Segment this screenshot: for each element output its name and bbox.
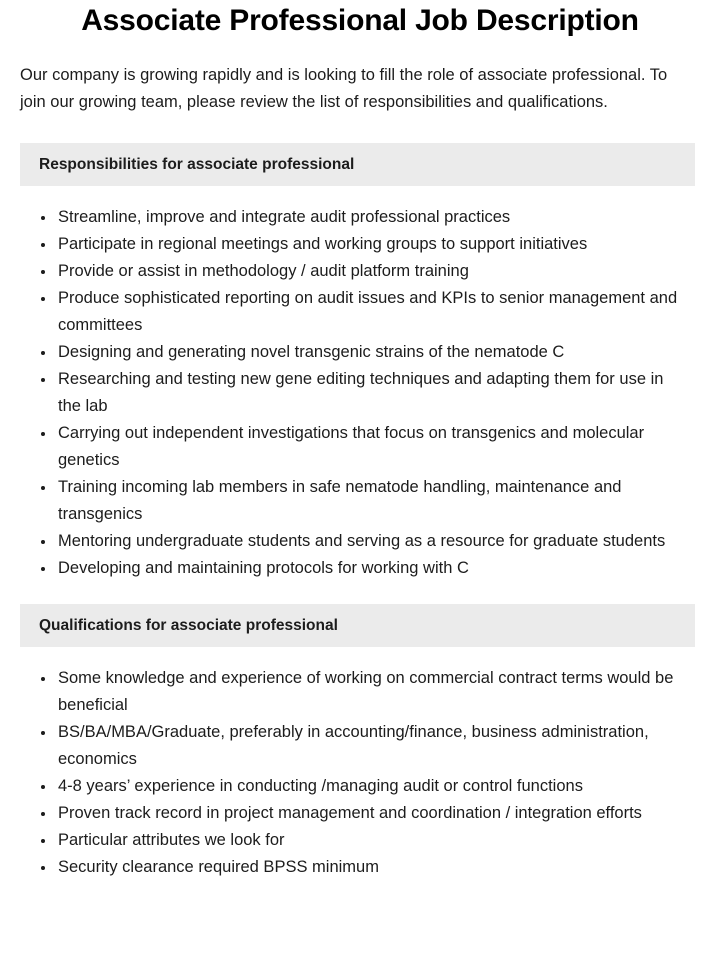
list-item: Participate in regional meetings and working groups to support initiatives bbox=[0, 231, 720, 258]
section-header-qualifications: Qualifications for associate professional bbox=[20, 604, 695, 647]
list-item: Streamline, improve and integrate audit professional practices bbox=[0, 204, 720, 231]
list-item: Some knowledge and experience of working on commercial contract terms would be beneficial bbox=[0, 665, 720, 719]
list-item: Developing and maintaining protocols for working with C bbox=[0, 555, 720, 582]
intro-paragraph: Our company is growing rapidly and is looking to fill the role of associate professional. To join our growing team, please review the list of responsibilities and qualifications. bbox=[20, 66, 668, 111]
list-item: BS/BA/MBA/Graduate, preferably in accounting/finance, business administration, economics bbox=[0, 719, 720, 773]
list-item: Proven track record in project management and coordination / integration efforts bbox=[0, 800, 720, 827]
list-item: Security clearance required BPSS minimum bbox=[0, 854, 720, 881]
section-header-responsibilities: Responsibilities for associate professional bbox=[20, 143, 695, 186]
list-item: 4-8 years’ experience in conducting /managing audit or control functions bbox=[0, 773, 720, 800]
list-item: Researching and testing new gene editing techniques and adapting them for use in the lab bbox=[0, 366, 720, 420]
list-item: Provide or assist in methodology / audit platform training bbox=[0, 258, 720, 285]
list-item: Particular attributes we look for bbox=[0, 827, 720, 854]
list-item: Mentoring undergraduate students and serving as a resource for graduate students bbox=[0, 528, 720, 555]
qualifications-list bbox=[0, 665, 720, 881]
list-item: Designing and generating novel transgenic strains of the nematode C bbox=[0, 339, 720, 366]
section-qualifications bbox=[0, 604, 720, 881]
list-item: Training incoming lab members in safe nematode handling, maintenance and transgenics bbox=[0, 474, 720, 528]
list-item: Produce sophisticated reporting on audit issues and KPIs to senior management and committees bbox=[0, 285, 720, 339]
responsibilities-list bbox=[0, 204, 720, 582]
section-responsibilities bbox=[0, 143, 720, 582]
list-item: Carrying out independent investigations that focus on transgenics and molecular genetics bbox=[0, 420, 720, 474]
page-title: Associate Professional Job Description bbox=[81, 4, 639, 37]
